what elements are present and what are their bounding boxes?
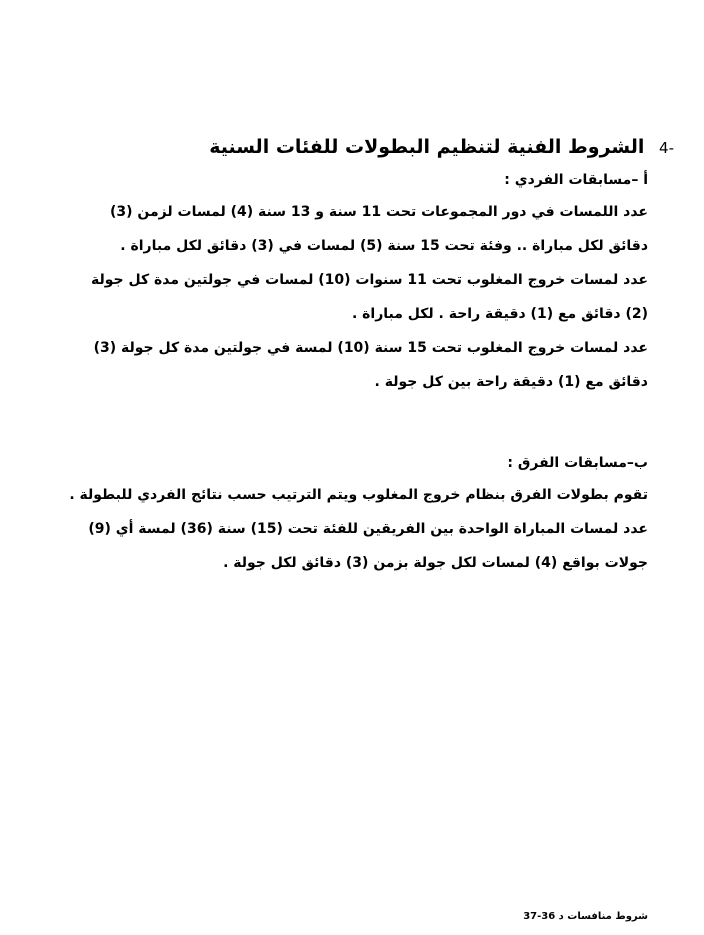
section-heading	[209, 136, 674, 158]
paragraph-line: عدد لمسات خروج المغلوب تحت 15 سنة (10) لمسة في جولتين مدة كل جولة (3)	[93, 340, 648, 356]
paragraph-line: دقائق مع (1) دقيقة راحة بين كل جولة .	[374, 374, 648, 390]
part-b-heading: ب–مسابقات الفرق :	[507, 455, 648, 471]
section-number: -4	[659, 139, 674, 157]
page-footer: شروط منافسات د 36-37	[523, 911, 648, 922]
paragraph-line: دقائق لكل مباراة .. وفئة تحت 15 سنة (5) لمسات في (3) دقائق لكل مباراة .	[120, 238, 648, 254]
paragraph-line: عدد لمسات المباراة الواحدة بين الفريقين للفئة تحت (15) سنة (36) لمسة أي (9)	[88, 521, 648, 537]
paragraph-line: عدد اللمسات في دور المجموعات تحت 11 سنة و 13 سنة (4) لمسات لزمن (3)	[109, 204, 648, 220]
paragraph-line: (2) دقائق مع (1) دقيقة راحة . لكل مباراة .	[351, 306, 648, 322]
part-b-paragraph	[69, 478, 648, 580]
section-title: الشروط الفنية لتنظيم البطولات للفئات السنية	[209, 136, 645, 158]
paragraph-line: عدد لمسات خروج المغلوب تحت 11 سنوات (10) لمسات في جولتين مدة كل جولة	[91, 272, 648, 288]
part-a-heading: أ –مسابقات الفردي :	[504, 172, 648, 188]
paragraph-line: جولات بواقع (4) لمسات لكل جولة بزمن (3) دقائق لكل جولة .	[223, 555, 648, 571]
paragraph-line: تقوم بطولات الفرق بنظام خروج المغلوب ويتم الترتيب حسب نتائج الفردي للبطولة .	[69, 487, 648, 503]
part-a-paragraph	[82, 195, 648, 399]
